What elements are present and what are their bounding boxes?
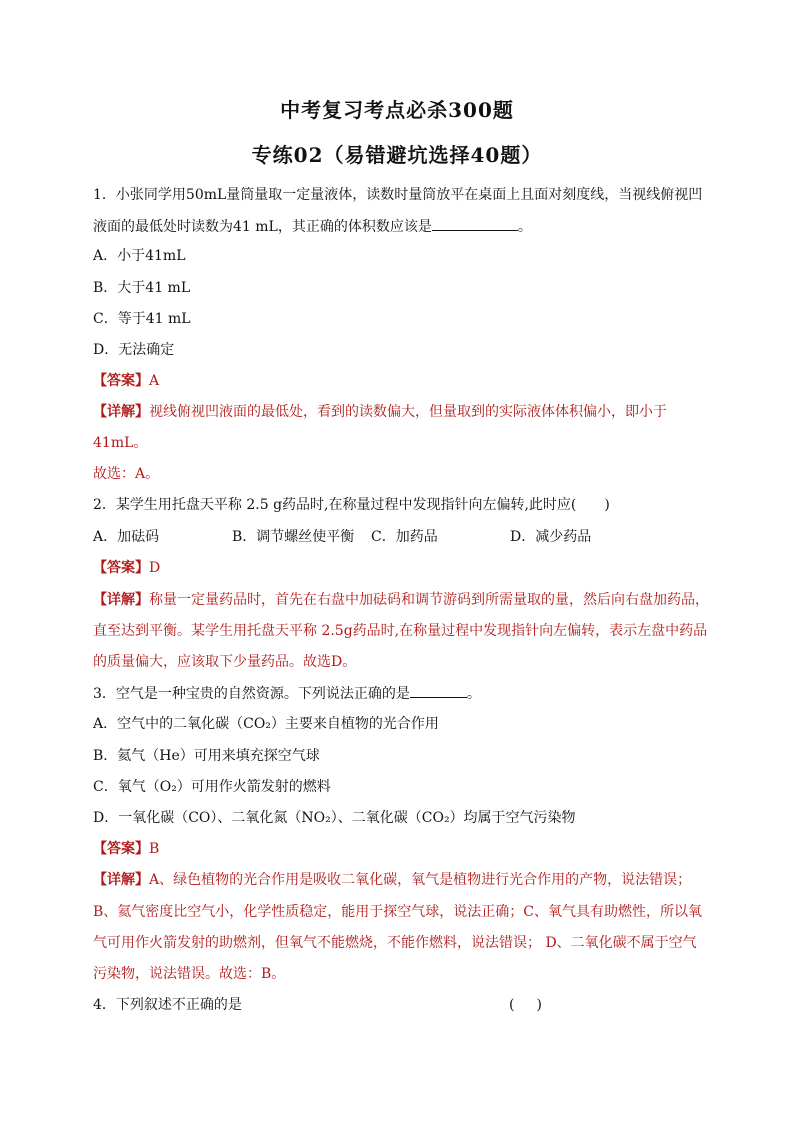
q2-stem (93, 495, 610, 515)
q1-option-b: B．大于41 mL (93, 280, 191, 296)
q2-option-d: D．减少药品 (510, 529, 592, 545)
q3-detail-line4: 污染物，说法错误。故选：B。 (93, 966, 286, 982)
q2-answer (93, 558, 160, 578)
detail-text: A、绿色植物的光合作用是吸收二氧化碳，氧气是植物进行光合作用的产物，说法错误； (149, 872, 692, 888)
answer-value: A (149, 373, 160, 389)
q3-option-b: B．氦气（He）可用来填充探空气球 (93, 748, 320, 764)
paren-close: ) (536, 997, 542, 1013)
q3-detail-line3: 气可用作火箭发射的助燃剂，但氧气不能燃烧，不能作燃料，说法错误； D、二氧化碳不属于空气 (93, 935, 697, 951)
answer-tag: 【答案】 (93, 841, 149, 857)
q2-options (93, 527, 591, 547)
detail-tag: 【详解】 (93, 872, 149, 888)
answer-blank (410, 683, 467, 698)
q1-stem-text: 液面的最低处时读数为41 mL，其正确的体积数应该是 (93, 219, 432, 235)
q3-stem (93, 683, 481, 704)
q2-detail-line1 (93, 590, 709, 610)
q3-option-c: C．氧气（O₂）可用作火箭发射的燃料 (93, 779, 331, 795)
q1-answer (93, 371, 159, 391)
q1-option-c: C．等于41 mL (93, 311, 191, 327)
answer-tag: 【答案】 (93, 373, 149, 389)
q1-stem-line1: 1．小张同学用50mL量筒量取一定量液体，读数时量筒放平在桌面上且面对刻度线，当视线俯视凹 (93, 187, 703, 203)
detail-tag: 【详解】 (93, 404, 149, 420)
q2-stem-text: 2．某学生用托盘天平称 2.5 g药品时,在称量过程中发现指针向左偏转,此时应( (93, 497, 577, 513)
q2-detail-line3: 的质量偏大，应该取下少量药品。故选D。 (93, 654, 357, 670)
answer-value: D (149, 560, 161, 576)
q2-option-c: C．加药品 (371, 529, 438, 545)
q1-stem-end: 。 (517, 219, 532, 235)
detail-text: 视线俯视凹液面的最低处，看到的读数偏大，但量取到的实际液体体积偏小，即小于 (149, 404, 667, 420)
q3-stem-text: 3．空气是一种宝贵的自然资源。下列说法正确的是 (93, 686, 410, 702)
answer-tag: 【答案】 (93, 560, 149, 576)
q2-option-b: B．调节螺丝使平衡 (232, 529, 355, 545)
q1-option-d: D．无法确定 (93, 342, 175, 358)
answer-blank (432, 216, 518, 231)
detail-text: 称量一定量药品时，首先在右盘中加砝码和调节游码到所需量取的量，然后向右盘加药品， (149, 592, 709, 608)
q2-detail-line2: 直至达到平衡。某学生用托盘天平称 2.5g药品时,在称量过程中发现指针向左偏转，表示左盘中药品 (93, 623, 708, 639)
page-subtitle: 专练02（易错避坑选择40题） (251, 143, 543, 167)
q1-option-a: A．小于41mL (93, 248, 186, 264)
q3-answer (93, 839, 159, 859)
q3-option-d: D．一氧化碳（CO）、二氧化氮（NO₂）、二氧化碳（CO₂）均属于空气污染物 (93, 810, 576, 826)
q4-answer-paren (509, 995, 542, 1015)
q2-option-a: A．加砝码 (93, 529, 160, 545)
q1-choose: 故选：A。 (93, 466, 160, 482)
q4-stem: 4．下列叙述不正确的是 (93, 997, 242, 1013)
q3-option-a: A．空气中的二氧化碳（CO₂）主要来自植物的光合作用 (93, 716, 439, 732)
q1-detail-line1 (93, 402, 667, 422)
q3-stem-end: 。 (466, 686, 481, 702)
q2-stem-close: ) (604, 497, 610, 513)
q1-stem-line2 (93, 216, 532, 237)
paren-open: ( (509, 997, 515, 1013)
detail-tag: 【详解】 (93, 592, 149, 608)
page-title: 中考复习考点必杀300题 (280, 98, 514, 122)
q3-detail-line1 (93, 870, 691, 890)
answer-value: B (149, 841, 160, 857)
q1-detail-line2: 41mL。 (93, 435, 148, 451)
q3-detail-line2: B、氦气密度比空气小，化学性质稳定，能用于探空气球，说法正确；C、氧气具有助燃性，所以氧 (93, 904, 702, 920)
